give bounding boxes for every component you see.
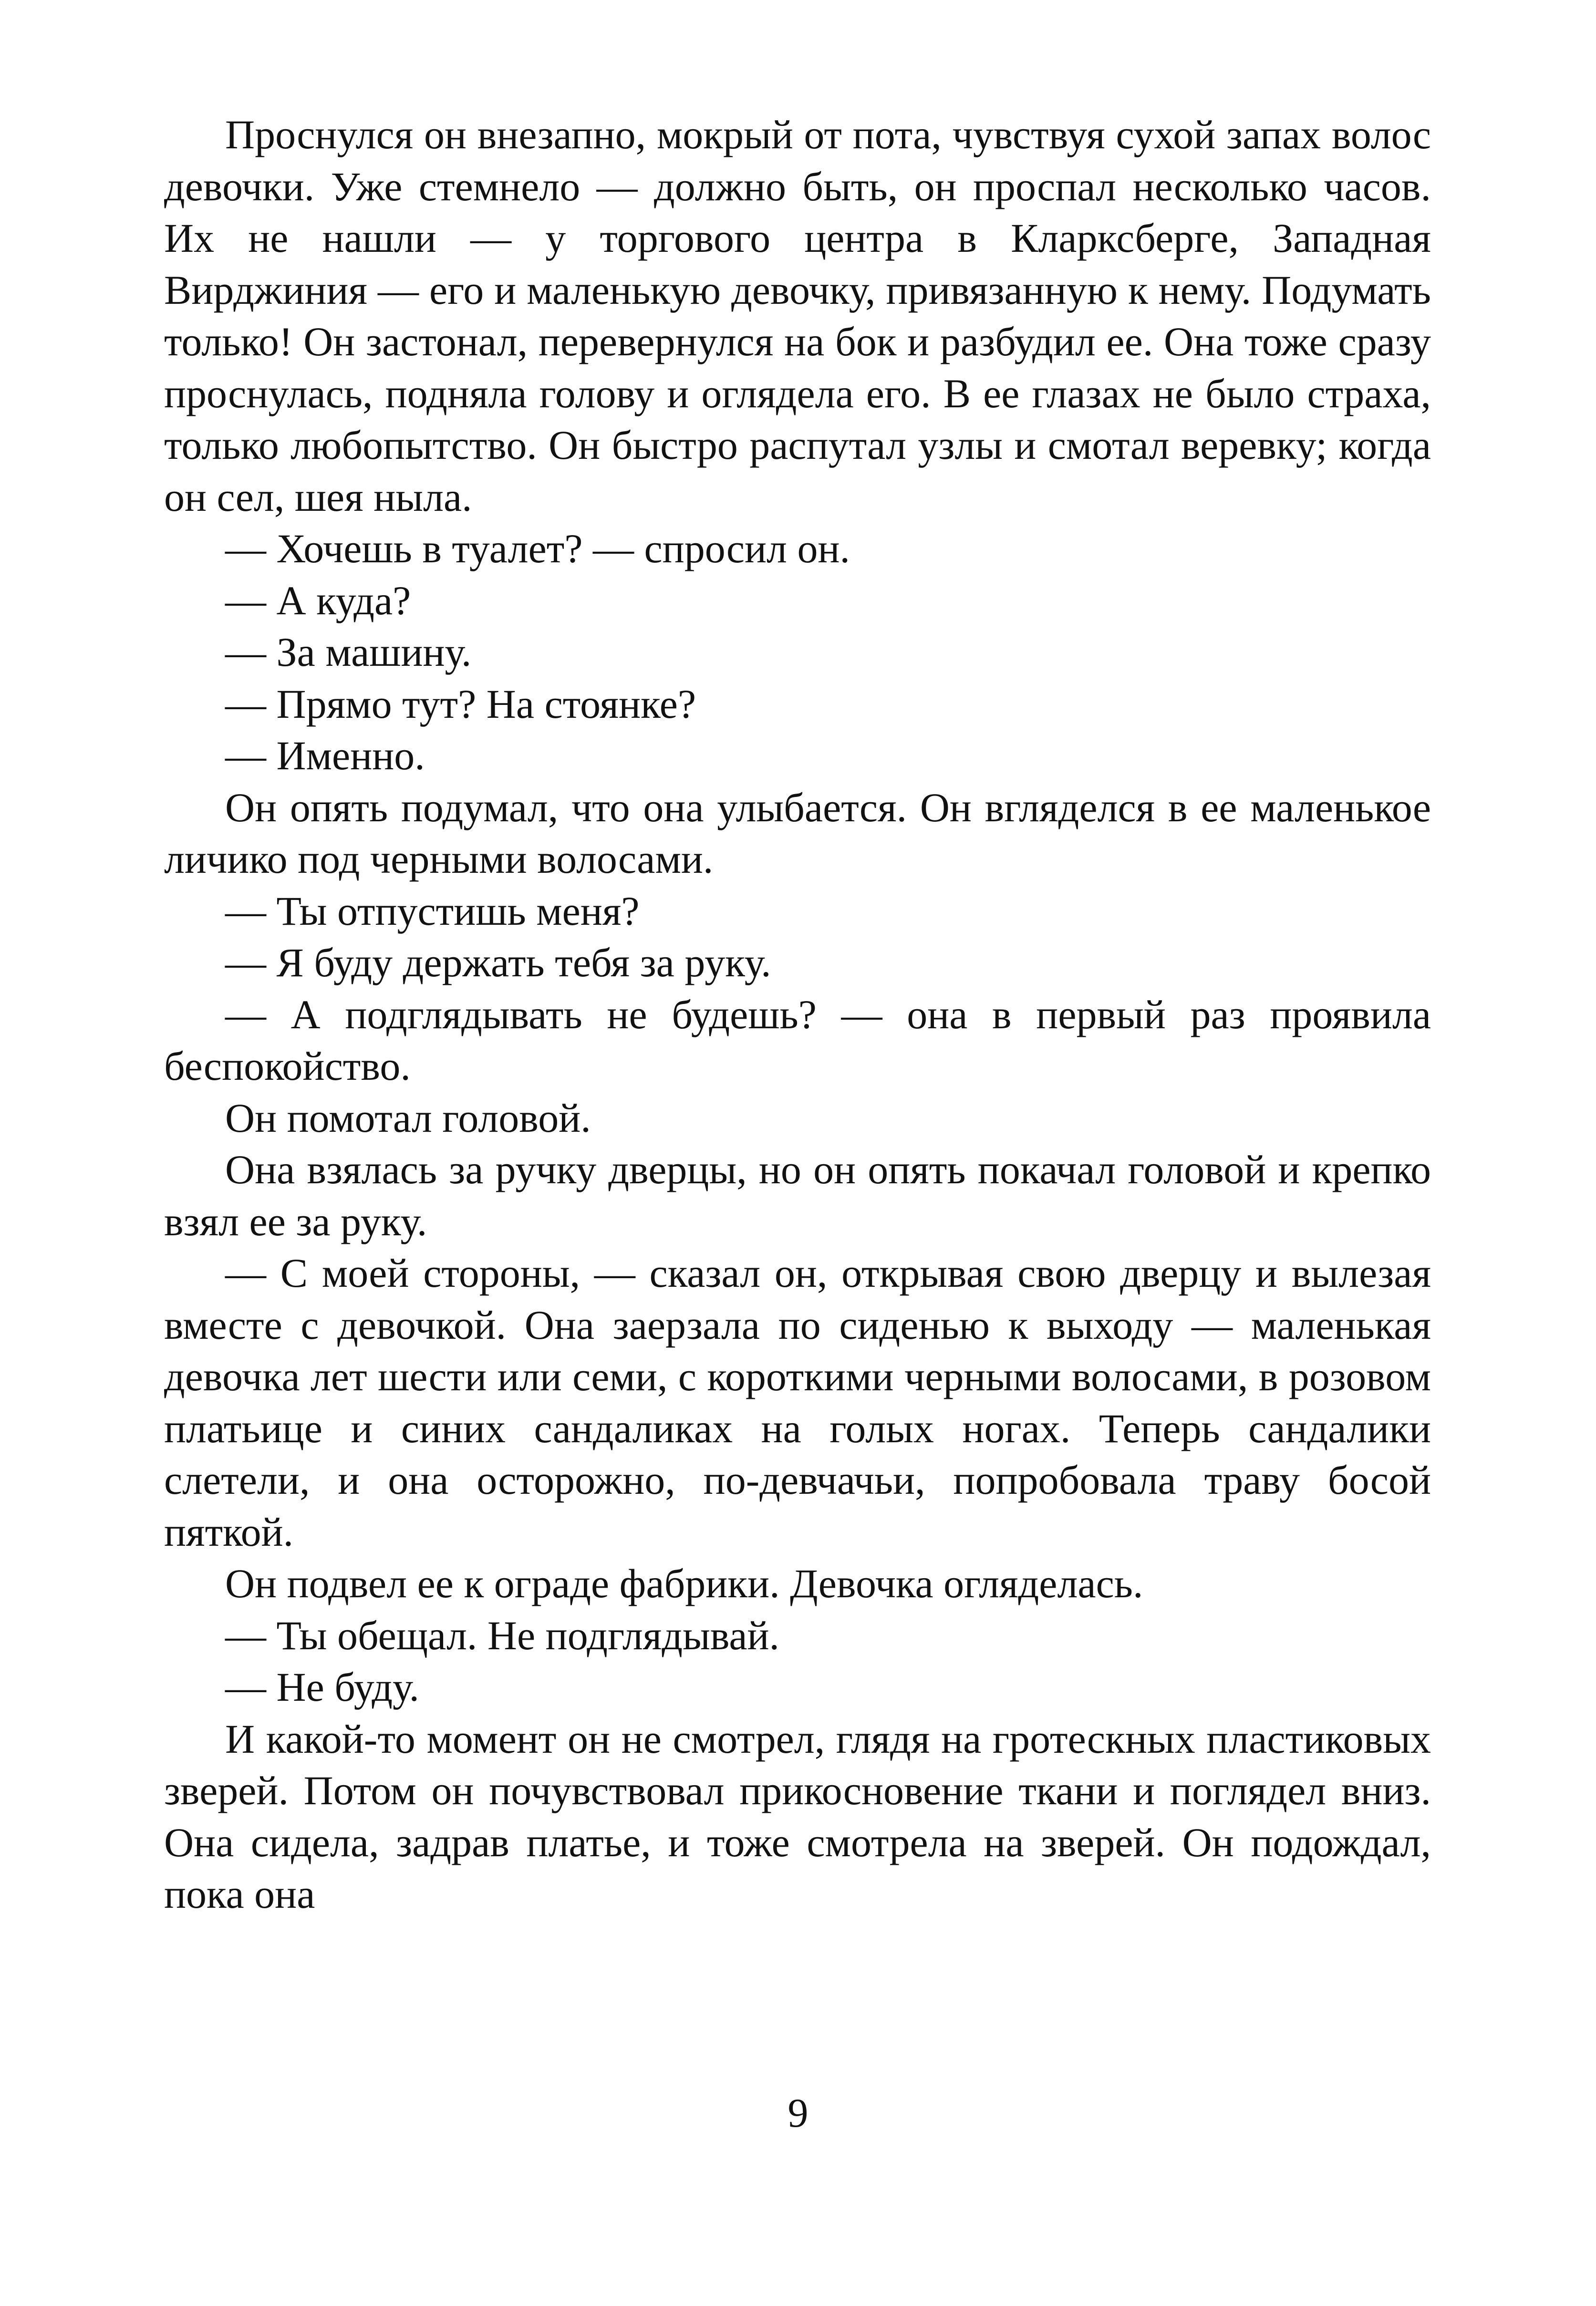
paragraph: — Хочешь в туалет? — спросил он. (225, 526, 850, 571)
paragraph: — Ты отпустишь меня? (225, 888, 640, 934)
paragraph: Он опять подумал, что она улыбается. Он вгляделся в ее маленькое личико под черными волосами. (164, 784, 1431, 882)
paragraph: — Ты обещал. Не подглядывай. (225, 1612, 780, 1658)
paragraph: — А куда? (225, 577, 411, 623)
paragraph: — Прямо тут? На стоянке? (225, 681, 696, 727)
paragraph: — Именно. (225, 733, 425, 778)
paragraph: — Я буду держать тебя за руку. (225, 940, 771, 985)
paragraph: — С моей стороны, — сказал он, открывая свою дверцу и вылезая вместе с девочкой. Она заерзала по сиденью к выходу — маленькая девочка лет шести или семи, с короткими черными волосами, в розовом платьице и синих сандаликах на голых ногах. Теперь сандалики слетели, и она осторожно, по-девчачьи, попробовала траву босой пяткой. (164, 1250, 1431, 1555)
paragraph: — Не буду. (225, 1664, 419, 1710)
paragraph: — За машину. (225, 629, 472, 675)
paragraph: Она взялась за ручку дверцы, но он опять покачал головой и крепко взял ее за руку. (164, 1147, 1431, 1244)
paragraph: Проснулся он внезапно, мокрый от пота, чувствуя сухой запах волос девочки. Уже стемнело — должно быть, он проспал несколько часов. Их не нашли — у торгового центра в Кларксберге, Западная Вирджиния — его и маленькую девочку, привязанную к нему. Подумать только! Он застонал, перевернулся на бок и разбудил ее. Она тоже сразу проснулась, подняла голову и оглядела его. В ее глазах не было страха, только любопытство. Он быстро распутал узлы и смотал веревку; когда он сел, шея ныла. (164, 112, 1431, 520)
paragraph: Он подвел ее к ограде фабрики. Девочка огляделась. (225, 1561, 1143, 1606)
paragraph: Он помотал головой. (225, 1095, 591, 1141)
book-page-text (164, 109, 1431, 1920)
paragraph: — А подглядывать не будешь? — она в первый раз проявила беспокойство. (164, 991, 1431, 1089)
paragraph: И какой-то момент он не смотрел, глядя на гротескных пластиковых зверей. Потом он почувствовал прикосновение ткани и поглядел вниз. Она сидела, задрав платье, и тоже смотрела на зверей. Он подождал, пока она (164, 1716, 1431, 1917)
page-number: 9 (788, 2090, 808, 2136)
